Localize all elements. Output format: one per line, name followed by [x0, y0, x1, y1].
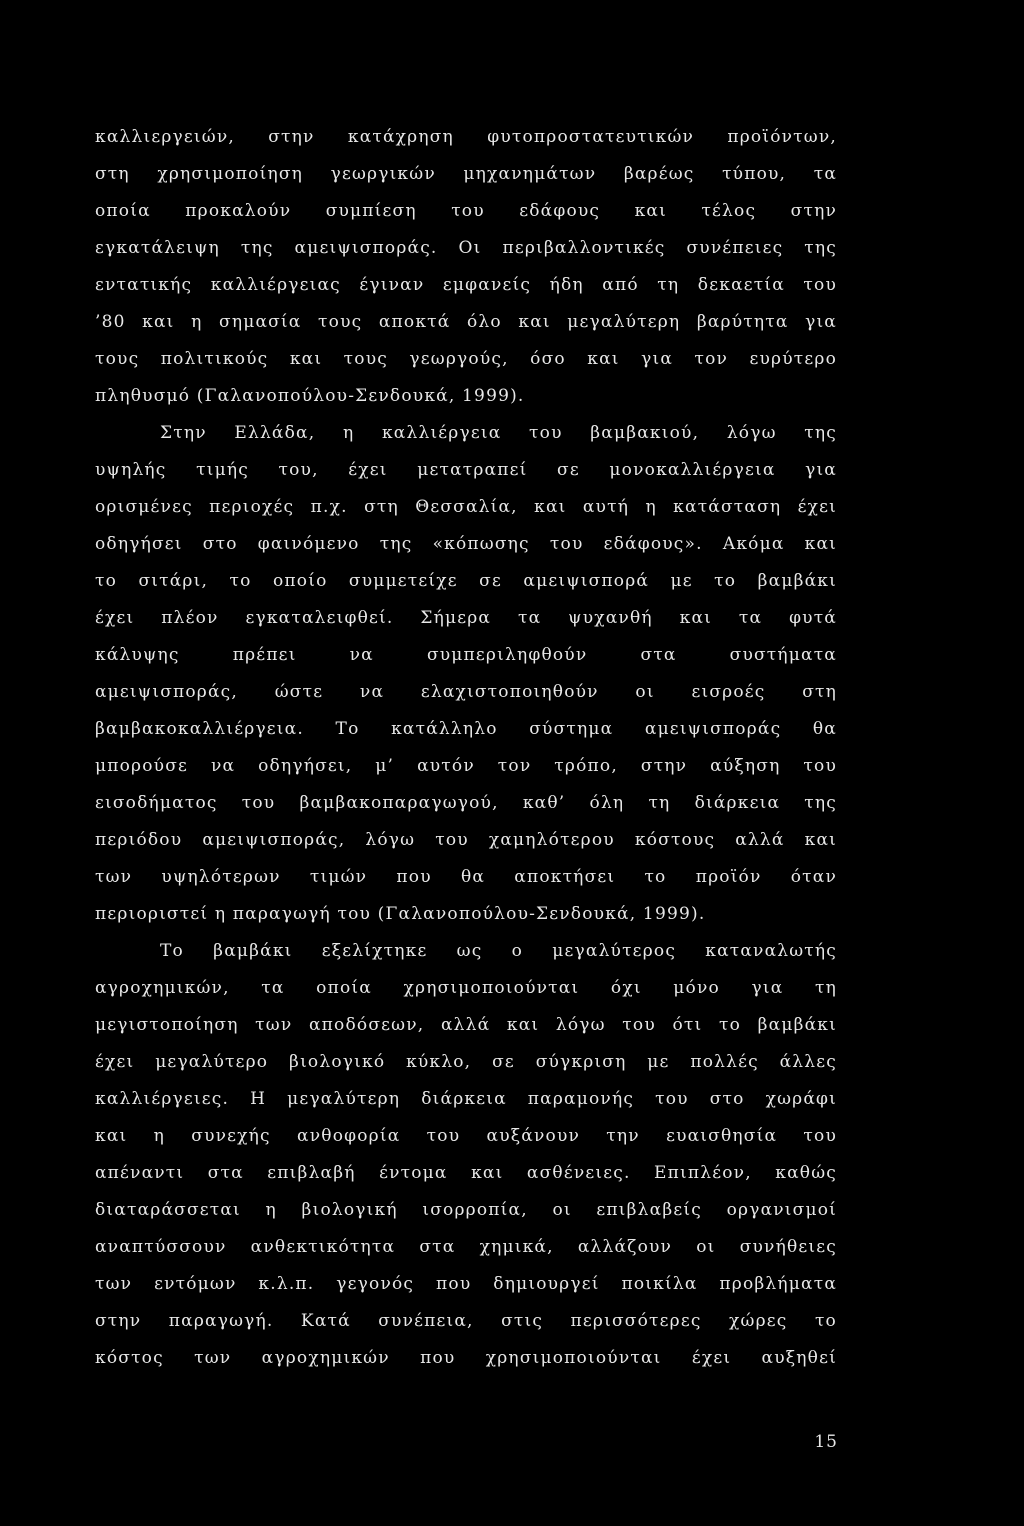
text-line: αμειψισποράς, ώστε να ελαχιστοποιηθούν οι εισροές στη [95, 682, 837, 702]
text-line: και η συνεχής ανθοφορία του αυξάνουν την ευαισθησία του [95, 1126, 837, 1146]
text-line: στη χρησιμοποίηση γεωργικών μηχανημάτων βαρέως τύπου, τα [95, 164, 837, 184]
text-line: των υψηλότερων τιμών που θα αποκτήσει το προϊόν όταν [95, 867, 837, 887]
text-line: οδηγήσει στο φαινόμενο της «κόπωσης του εδάφους». Ακόμα και [95, 534, 837, 554]
text-line: στην παραγωγή. Κατά συνέπεια, στις περισσότερες χώρες το [95, 1311, 837, 1331]
page-number: 15 [814, 1432, 838, 1452]
text-line: πληθυσμό (Γαλανοπούλου-Σενδουκά, 1999). [95, 386, 525, 406]
paragraph-first-line: Το βαμβάκι εξελίχτηκε ως ο μεγαλύτερος καταναλωτής [160, 941, 837, 961]
text-line: έχει μεγαλύτερο βιολογικό κύκλο, σε σύγκριση με πολλές άλλες [95, 1052, 837, 1072]
text-line: οποία προκαλούν συμπίεση του εδάφους και τέλος στην [95, 201, 837, 221]
text-line: διαταράσσεται η βιολογική ισορροπία, οι επιβλαβείς οργανισμοί [95, 1200, 837, 1220]
text-line: μπορούσε να οδηγήσει, μ’ αυτόν τον τρόπο, στην αύξηση του [95, 756, 837, 776]
text-line: αγροχημικών, τα οποία χρησιμοποιούνται όχι μόνο για τη [95, 978, 837, 998]
text-line: κάλυψης πρέπει να συμπεριληφθούν στα συστήματα [95, 645, 837, 665]
text-line: απέναντι στα επιβλαβή έντομα και ασθένειες. Επιπλέον, καθώς [95, 1163, 837, 1183]
text-line: των εντόμων κ.λ.π. γεγονός που δημιουργεί ποικίλα προβλήματα [95, 1274, 837, 1294]
text-line: ορισμένες περιοχές π.χ. στη Θεσσαλία, και αυτή η κατάσταση έχει [95, 497, 837, 517]
text-line: έχει πλέον εγκαταλειφθεί. Σήμερα τα ψυχανθή και τα φυτά [95, 608, 837, 628]
paragraph-first-line: Στην Ελλάδα, η καλλιέργεια του βαμβακιού, λόγω της [160, 423, 837, 443]
text-line: καλλιεργειών, στην κατάχρηση φυτοπροστατευτικών προϊόντων, [95, 127, 837, 147]
text-line: περιόδου αμειψισποράς, λόγω του χαμηλότερου κόστους αλλά και [95, 830, 837, 850]
text-line: μεγιστοποίηση των αποδόσεων, αλλά και λόγω του ότι το βαμβάκι [95, 1015, 837, 1035]
text-line: περιοριστεί η παραγωγή του (Γαλανοπούλου-Σενδουκά, 1999). [95, 904, 706, 924]
text-line: εισοδήματος του βαμβακοπαραγωγού, καθ’ όλη τη διάρκεια της [95, 793, 837, 813]
text-line: κόστος των αγροχημικών που χρησιμοποιούνται έχει αυξηθεί [95, 1348, 837, 1368]
text-line: εγκατάλειψη της αμειψισποράς. Οι περιβαλλοντικές συνέπειες της [95, 238, 837, 258]
text-line: τους πολιτικούς και τους γεωργούς, όσο και για τον ευρύτερο [95, 349, 837, 369]
text-line: εντατικής καλλιέργειας έγιναν εμφανείς ήδη από τη δεκαετία του [95, 275, 837, 295]
text-line: το σιτάρι, το οποίο συμμετείχε σε αμειψισπορά με το βαμβάκι [95, 571, 837, 591]
text-line: αναπτύσσουν ανθεκτικότητα στα χημικά, αλλάζουν οι συνήθειες [95, 1237, 837, 1257]
text-line: βαμβακοκαλλιέργεια. Το κατάλληλο σύστημα αμειψισποράς θα [95, 719, 837, 739]
text-line: ’80 και η σημασία τους αποκτά όλο και μεγαλύτερη βαρύτητα για [95, 312, 837, 332]
text-line: καλλιέργειες. Η μεγαλύτερη διάρκεια παραμονής του στο χωράφι [95, 1089, 837, 1109]
text-line: υψηλής τιμής του, έχει μετατραπεί σε μονοκαλλιέργεια για [95, 460, 837, 480]
